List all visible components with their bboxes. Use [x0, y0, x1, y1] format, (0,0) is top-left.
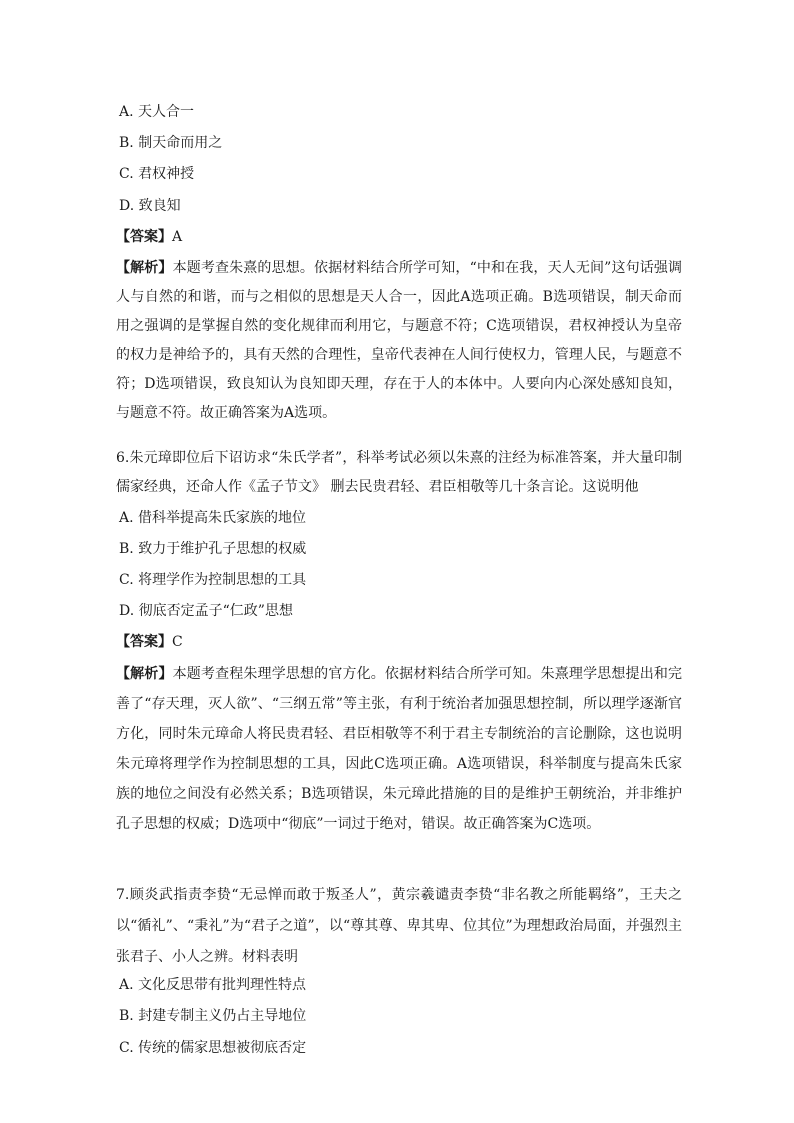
- question-6-stem: 6.朱元璋即位后下诏访求“朱氏学者”，科举考试必须以朱熹的注经为标准答案，并大量印制儒家经典，还命人作《孟子节文》 删去民贵君轻、君臣相敬等几十条言论。这说明他: [116, 450, 682, 495]
- answer-line: [116, 227, 182, 247]
- q6-answer-line: [116, 632, 183, 652]
- q6-option-b: B. 致力于维护孔子思想的权威: [119, 541, 307, 557]
- q6-answer-value: C: [172, 634, 183, 650]
- q6-option-a: A. 借科举提高朱氏家族的地位: [119, 510, 307, 526]
- option-d: D. 致良知: [119, 198, 181, 214]
- option-a: A. 天人合一: [119, 104, 195, 120]
- question-7-stem: 7.顾炎武指责李贽“无忌惮而敢于叛圣人”，黄宗羲谴责李贽“非名教之所能羁络”，王夫之以“循礼”、“秉礼”为“君子之道”，以“尊其尊、卑其卑、位其位”为理想政治局面，并强烈主张君子、小人之辨。材料表明: [116, 887, 682, 965]
- analysis-text: 本题考查朱熹的思想。依据材料结合所学可知，“中和在我，天人无间”这句话强调人与自然的和谐，而与之相似的思想是天人合一，因此A选项正确。B选项错误，制天命而用之强调的是掌握自然的变化规律而利用它，与题意不符；C选项错误，君权神授认为皇帝的权力是神给予的，具有天然的合理性，皇帝代表神在人间行使权力，管理人民，与题意不符；D选项错误，致良知认为良知即天理，存在于人的本体中。人要向内心深处感知良知，与题意不符。故正确答案为A选项。: [116, 260, 683, 421]
- q6-analysis-tag: 【解析】: [116, 666, 173, 682]
- q6-answer-tag: 【答案】: [116, 634, 172, 650]
- option-c: C. 君权神授: [119, 166, 195, 182]
- q7-option-c: C. 传统的儒家思想被彻底否定: [119, 1040, 307, 1056]
- analysis-paragraph: [116, 254, 682, 428]
- option-b: B. 制天命而用之: [119, 135, 223, 151]
- q6-option-c: C. 将理学作为控制思想的工具: [119, 572, 307, 588]
- q7-option-a: A. 文化反思带有批判理性特点: [119, 977, 307, 993]
- analysis-tag: 【解析】: [116, 260, 173, 276]
- answer-tag: 【答案】: [116, 229, 172, 245]
- q6-analysis-paragraph: [116, 659, 682, 839]
- q6-analysis-text: 本题考查程朱理学思想的官方化。依据材料结合所学可知。朱熹理学思想提出和完善了“存天理，灭人欲”、“三纲五常”等主张，有利于统治者加强思想控制，所以理学逐渐官方化，同时朱元璋命人将民贵君轻、君臣相敬等不利于君主专制统治的言论删除，这也说明朱元璋将理学作为控制思想的工具，因此C选项正确。A选项错误，科举制度与提高朱氏家族的地位之间没有必然关系；B选项错误，朱元璋此措施的目的是维护王朝统治，并非维护孔子思想的权威；D选项中“彻底”一词过于绝对，错误。故正确答案为C选项。: [116, 666, 683, 832]
- q7-option-b: B. 封建专制主义仍占主导地位: [119, 1008, 307, 1024]
- answer-value: A: [172, 229, 183, 245]
- q6-option-d: D. 彻底否定孟子“仁政”思想: [119, 603, 293, 619]
